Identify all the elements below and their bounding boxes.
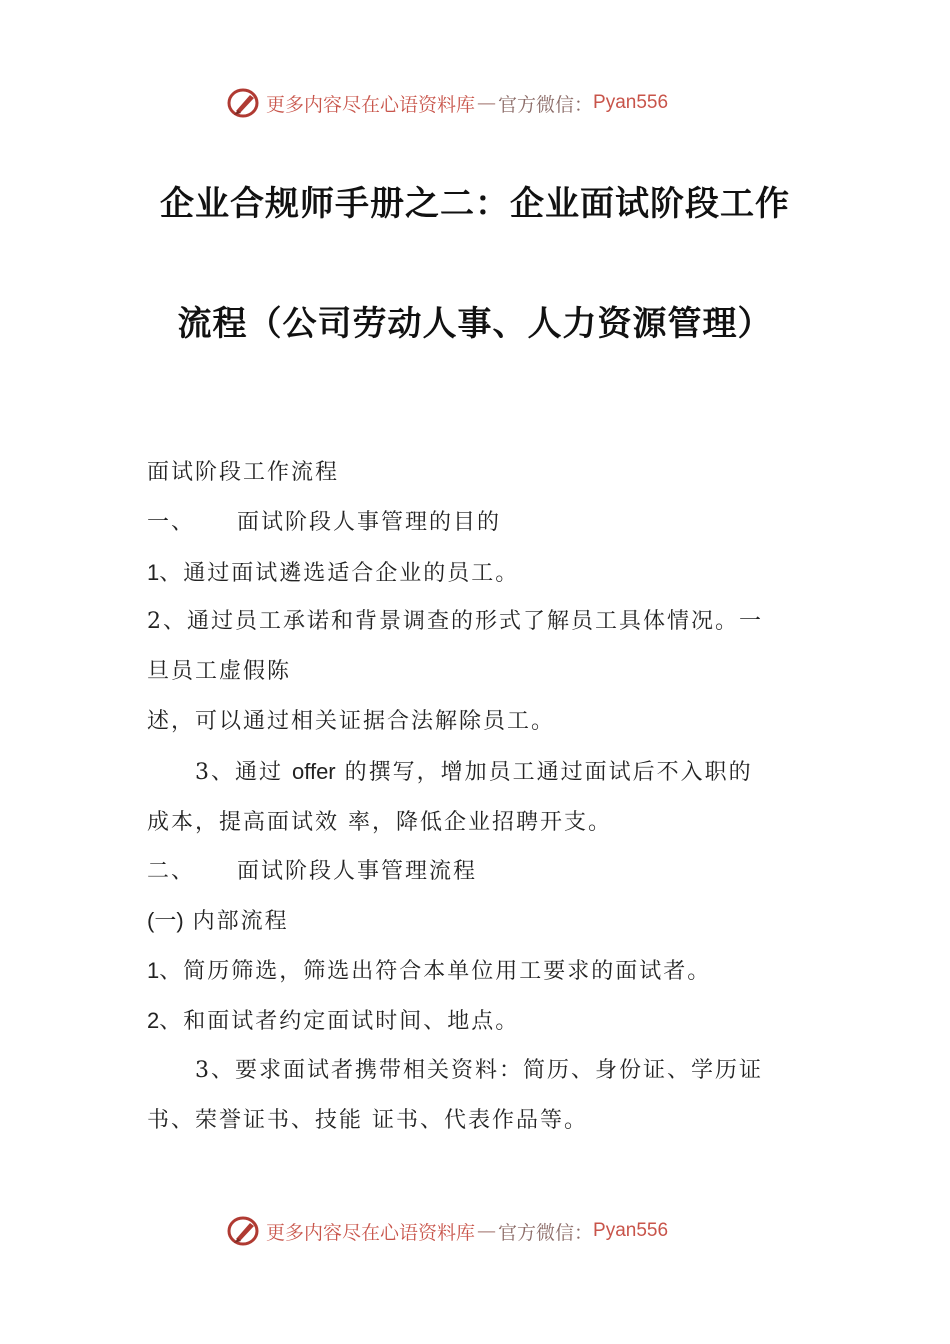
- item-prefix: 3、通过: [195, 760, 292, 785]
- watermark-separator: —: [477, 1220, 497, 1242]
- section-1-label: 面试阶段人事管理的目的: [237, 510, 502, 535]
- section-heading: 面试阶段工作流程: [147, 460, 340, 485]
- section-2-heading: [147, 857, 477, 887]
- section-1-number: 一、: [147, 510, 196, 535]
- subsection-number: (一): [147, 908, 184, 933]
- list-item: 3、要求面试者携带相关资料：简历、身份证、学历证: [195, 1058, 763, 1083]
- watermark-header: [226, 86, 668, 120]
- pen-circle-logo-icon: [226, 1214, 262, 1248]
- item-number: 2: [147, 1008, 160, 1033]
- watermark-separator: —: [477, 92, 497, 114]
- list-item-continuation: 述，可以通过相关证据合法解除员工。: [147, 709, 556, 734]
- list-item-continuation: 成本，提高面试效 率，降低企业招聘开支。: [147, 810, 612, 835]
- subsection-heading: [147, 906, 289, 937]
- section-2-label: 面试阶段人事管理流程: [237, 859, 478, 884]
- watermark-account: Pyan556: [593, 92, 669, 113]
- item-text: 、简历筛选，筛选出符合本单位用工要求的面试者。: [159, 959, 712, 984]
- item-text: 、和面试者约定面试时间、地点。: [159, 1009, 520, 1034]
- list-item: [195, 757, 753, 788]
- watermark-main-text: 更多内容尽在心语资料库: [266, 93, 476, 116]
- item-text: 、通过面试遴选适合企业的员工。: [159, 561, 520, 586]
- item-number: 1: [147, 958, 160, 983]
- item-suffix: 的撰写，增加员工通过面试后不入职的: [335, 760, 753, 785]
- list-item: 2、通过员工承诺和背景调查的形式了解员工具体情况。一: [147, 609, 763, 634]
- section-2-number: 二、: [147, 859, 196, 884]
- watermark-footer: [226, 1214, 668, 1248]
- watermark-main-text: 更多内容尽在心语资料库: [266, 1221, 476, 1244]
- item-number: 1: [147, 560, 160, 585]
- watermark-secondary-text: 官方微信：: [498, 93, 594, 116]
- section-1-heading: [147, 508, 501, 538]
- item-offer-word: offer: [292, 759, 336, 784]
- page-title-line-1: 企业合规师手册之二：企业面试阶段工作: [160, 184, 790, 224]
- list-item: [147, 558, 519, 589]
- watermark-secondary-text: 官方微信：: [498, 1221, 594, 1244]
- list-item: [147, 1006, 519, 1037]
- list-item-continuation: 旦员工虚假陈: [147, 659, 292, 684]
- subsection-label: 内部流程: [183, 909, 289, 934]
- watermark-account: Pyan556: [593, 1220, 669, 1241]
- pen-circle-logo-icon: [226, 86, 262, 120]
- list-item: [147, 956, 711, 987]
- page-title-line-2: 流程（公司劳动人事、人力资源管理）: [177, 304, 773, 344]
- list-item-continuation: 书、荣誉证书、技能 证书、代表作品等。: [147, 1108, 588, 1133]
